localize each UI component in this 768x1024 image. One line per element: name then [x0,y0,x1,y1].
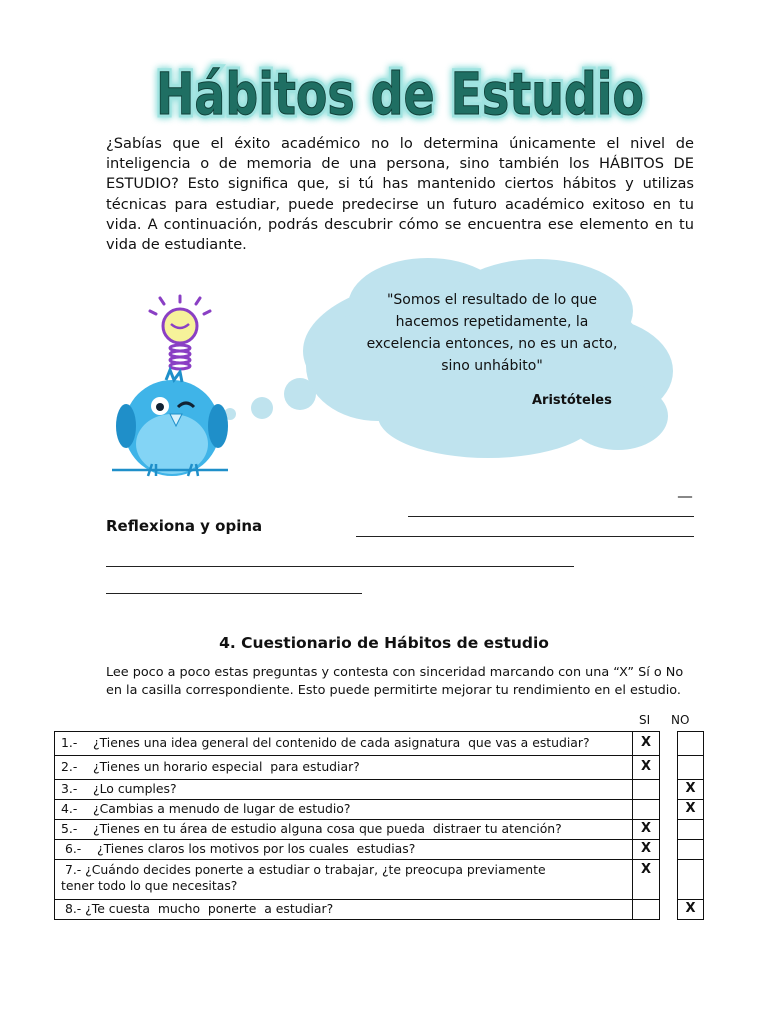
si-checkbox[interactable] [632,755,660,780]
question-text: 8.- ¿Te cuesta mucho ponerte a estudiar? [61,901,334,916]
title-text: Hábitos de Estudio [156,60,644,128]
si-mark: X [640,821,652,836]
lightbulb-icon [163,309,197,343]
no-checkbox[interactable] [677,859,704,900]
si-checkbox[interactable] [632,799,660,820]
question-text: 6.- ¿Tienes claros los motivos por los cuales estudias? [61,841,416,856]
question-row [54,799,633,820]
answer-line [106,566,574,567]
question-row [54,779,633,800]
question-row [54,899,633,920]
answer-line [356,536,694,537]
question-text: 5.- ¿Tienes en tu área de estudio alguna cosa que pueda distraer tu atención? [61,821,562,836]
question-row [54,819,633,840]
si-mark: X [640,841,652,856]
quote-line: "Somos el resultado de lo que [386,292,598,308]
question-row [54,859,633,900]
quote-line: sino unhábito" [441,358,543,374]
quote-line: hacemos repetidamente, la [395,314,589,330]
no-checkbox[interactable] [677,819,704,840]
question-text: 3.- ¿Lo cumples? [61,781,177,796]
si-checkbox[interactable] [632,899,660,920]
si-mark: X [640,862,652,877]
question-text: 2.- ¿Tienes un horario especial para estudiar? [61,759,360,774]
question-row [54,731,633,756]
column-header-no: NO [671,713,690,727]
answer-line [408,516,694,517]
no-checkbox[interactable] [677,755,704,780]
no-checkbox[interactable] [677,731,704,756]
no-checkbox[interactable] [677,779,704,800]
column-header-si: SI [639,713,651,727]
si-mark: X [640,735,652,750]
question-row [54,839,633,860]
intro-paragraph: ¿Sabías que el éxito académico no lo determina únicamente el nivel de inteligencia o de memoria de una persona, sino también los HÁBITOS DE ESTUDIO? Esto significa que, si tú has mantenido ciertos hábitos y utilizas técnicas para estudiar, puede predecirse un futuro académico exitoso en tu vida. A continuación, podrás descubrir cómo se encuentra ese elemento en tu vida de estudiante. [106,135,694,254]
quote-line: excelencia entonces, no es un acto, [366,336,618,352]
si-checkbox[interactable] [632,731,660,756]
si-mark: X [640,759,652,774]
question-row [54,755,633,780]
si-checkbox[interactable] [632,839,660,860]
si-checkbox[interactable] [632,859,660,900]
si-checkbox[interactable] [632,779,660,800]
short-dash: __ [678,482,692,498]
question-text: 4.- ¿Cambias a menudo de lugar de estudio? [61,801,351,816]
no-checkbox[interactable] [677,899,704,920]
quote-text [360,289,624,377]
quote-author: Aristóteles [532,393,612,408]
title-glow: Hábitos de Estudio [156,60,644,128]
si-checkbox[interactable] [632,819,660,840]
question-text: 1.- ¿Tienes una idea general del contenido de cada asignatura que vas a estudiar? [61,735,590,750]
page-title [150,58,650,130]
no-checkbox[interactable] [677,839,704,860]
bird-lightbulb-illustration [108,294,238,484]
question-text: 7.- ¿Cuándo decides ponerte a estudiar o trabajar, ¿te preocupa previamente tener todo lo que necesitas? [61,862,546,893]
answer-line [106,593,362,594]
no-mark: X [685,901,696,916]
instructions: Lee poco a poco estas preguntas y contesta con sinceridad marcando con una “X” Sí o No en la casilla correspondiente. Esto puede permitirte mejorar tu rendimiento en el estudio. [106,665,684,698]
no-mark: X [685,781,696,796]
no-mark: X [685,801,696,816]
reflect-label: Reflexiona y opina [106,517,263,535]
no-checkbox[interactable] [677,799,704,820]
section-title: 4. Cuestionario de Hábitos de estudio [219,634,549,652]
